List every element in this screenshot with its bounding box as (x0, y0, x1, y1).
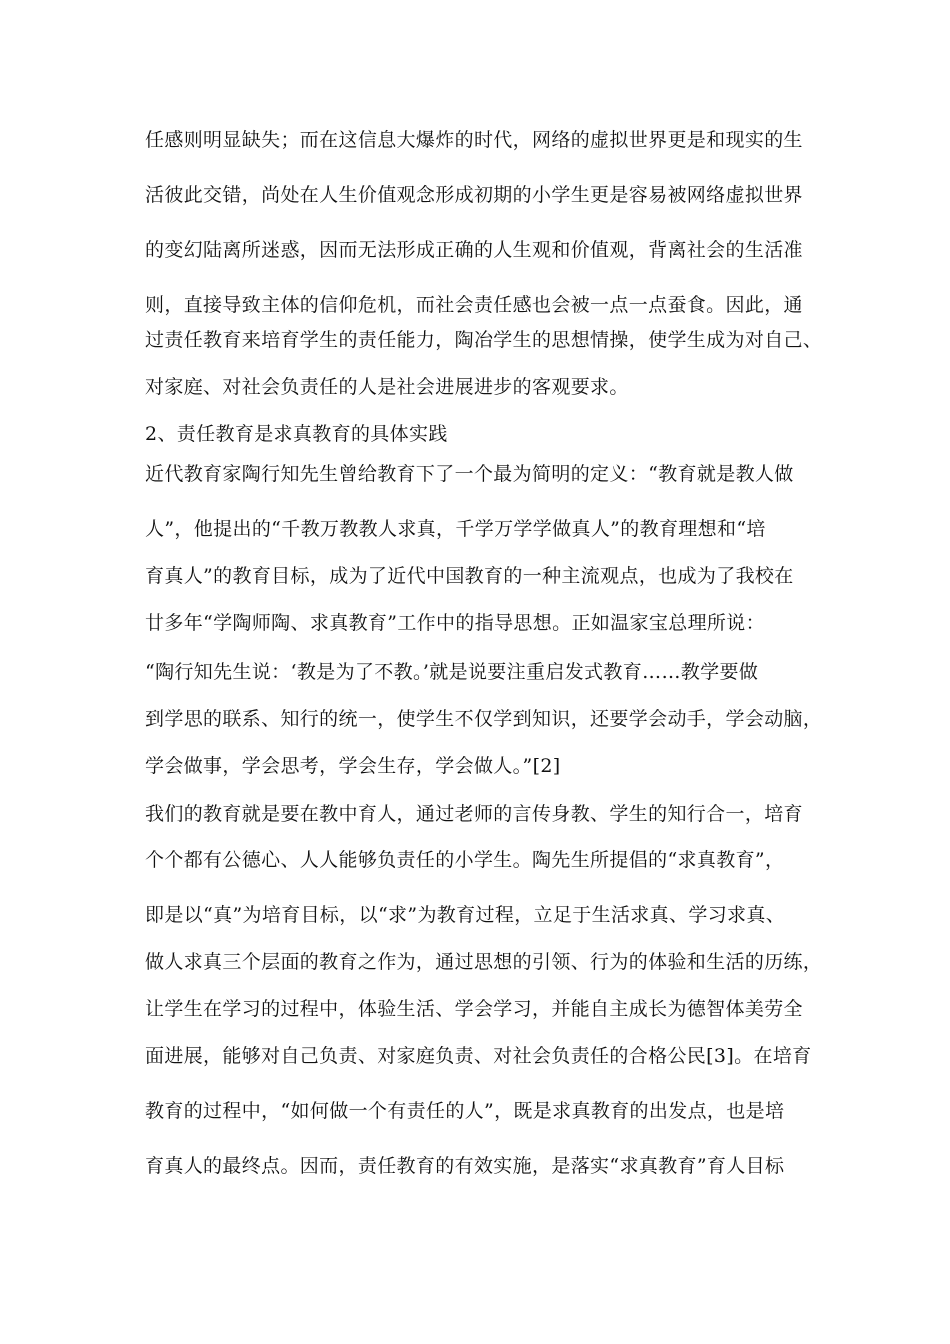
text-line: 活彼此交错，尚处在人生价值观念形成初期的小学生更是容易被网络虚拟世界 (145, 184, 803, 206)
text-line: 近代教育家陶行知先生曾给教育下了一个最为简明的定义：“教育就是教人做 (145, 463, 794, 485)
text-line: 则，直接导致主体的信仰危机，而社会责任感也会被一点一点蚕食。因此，通 (145, 294, 803, 316)
text-line: 廿多年“学陶师陶、求真教育”工作中的指导思想。正如温家宝总理所说： (145, 612, 765, 634)
text-line: 面进展，能够对自己负责、对家庭负责、对社会负责任的合格公民[3]。在培育 (145, 1045, 812, 1067)
text-line: 学会做事，学会思考，学会生存，学会做人。”[2] (145, 755, 561, 777)
text-line: 过责任教育来培育学生的责任能力，陶冶学生的思想情操，使学生成为对自己、 (145, 329, 823, 351)
text-line: 育真人”的教育目标，成为了近代中国教育的一种主流观点，也成为了我校在 (145, 565, 794, 587)
text-line: 到学思的联系、知行的统一，使学生不仅学到知识，还要学会动手，学会动脑， (145, 708, 823, 730)
text-line: 育真人的最终点。因而，责任教育的有效实施，是落实“求真教育”育人目标 (145, 1155, 785, 1177)
text-line: 个个都有公德心、人人能够负责任的小学生。陶先生所提倡的“求真教育”， (145, 849, 785, 871)
text-line: 任感则明显缺失；而在这信息大爆炸的时代，网络的虚拟世界更是和现实的生 (145, 129, 803, 151)
text-line: 做人求真三个层面的教育之作为，通过思想的引领、行为的体验和生活的历练， (145, 951, 823, 973)
text-line: “陶行知先生说：‘教是为了不教。’就是说要注重启发式教育……教学要做 (145, 661, 759, 683)
text-line: 即是以“真”为培育目标，以“求”为教育过程，立足于生活求真、学习求真、 (145, 904, 786, 926)
text-line: 教育的过程中，“如何做一个有责任的人”，既是求真教育的出发点，也是培 (145, 1100, 785, 1122)
text-line: 让学生在学习的过程中，体验生活、学会学习，并能自主成长为德智体美劳全 (145, 998, 803, 1020)
text-line: 对家庭、对社会负责任的人是社会进展进步的客观要求。 (145, 376, 629, 398)
section-heading: 2、责任教育是求真教育的具体实践 (145, 423, 448, 445)
text-line: 的变幻陆离所迷惑，因而无法形成正确的人生观和价值观，背离社会的生活准 (145, 239, 803, 261)
text-line: 人”，他提出的“千教万教教人求真，千学万学学做真人”的教育理想和“培 (145, 518, 766, 540)
text-line: 我们的教育就是要在教中育人，通过老师的言传身教、学生的知行合一，培育 (145, 803, 803, 825)
